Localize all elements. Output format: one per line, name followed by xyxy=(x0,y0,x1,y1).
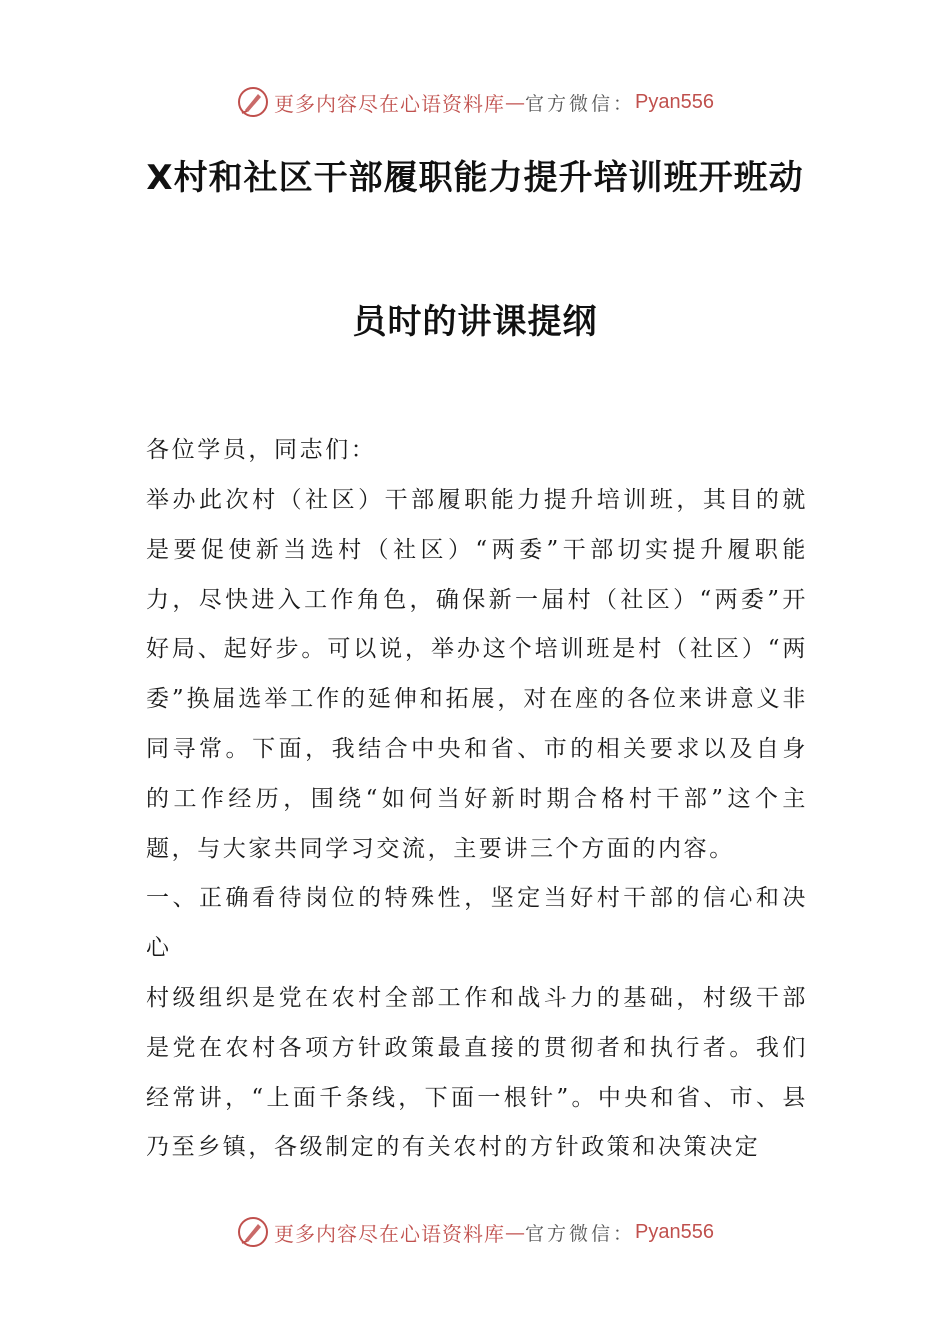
section-1-heading: 一、正确看待岗位的特殊性，坚定当好村干部的信心和决心 xyxy=(146,885,808,961)
watermark-wechat-id: Pyan556 xyxy=(635,1220,714,1243)
watermark-brand: 更多内容尽在心语资料库 xyxy=(274,1221,505,1246)
section-1-paragraph: 村级组织是党在农村全部工作和战斗力的基础，村级干部是党在农村各项方针政策最直接的贯彻者和执行者。我们经常讲，“上面千条线，下面一根针”。中央和省、市、县乃至乡镇，各级制定的有关农村的方针政策和决策决定 xyxy=(146,985,808,1161)
header-watermark xyxy=(0,82,950,122)
watermark-official-label: 官方微信： xyxy=(525,92,636,115)
document-title-line-1: X村和社区干部履职能力提升培训班开班动 xyxy=(146,158,804,198)
intro-paragraph: 举办此次村（社区）干部履职能力提升培训班，其目的就是要促使新当选村（社区）“两委”干部切实提升履职能力，尽快进入工作角色，确保新一届村（社区）“两委”开好局、起好步。可以说，举办这个培训班是村（社区）“两委”换届选举工作的延伸和拓展，对在座的各位来讲意义非同寻常。下面，我结合中央和省、市的相关要求以及自身的工作经历，围绕“如何当好新时期合格村干部”这个主题，与大家共同学习交流，主要讲三个方面的内容。 xyxy=(146,487,808,862)
quill-pen-logo-icon xyxy=(236,85,270,119)
quill-pen-logo-icon xyxy=(236,1215,270,1249)
greeting-paragraph: 各位学员，同志们： xyxy=(146,437,377,463)
watermark-official-label: 官方微信： xyxy=(525,1222,636,1245)
watermark-wechat-id: Pyan556 xyxy=(635,90,714,113)
watermark-dash: — xyxy=(505,1220,525,1244)
watermark-brand: 更多内容尽在心语资料库 xyxy=(274,91,505,116)
document-title-line-2: 员时的讲课提纲 xyxy=(352,302,598,342)
watermark-dash: — xyxy=(505,90,525,114)
footer-watermark xyxy=(0,1212,950,1252)
